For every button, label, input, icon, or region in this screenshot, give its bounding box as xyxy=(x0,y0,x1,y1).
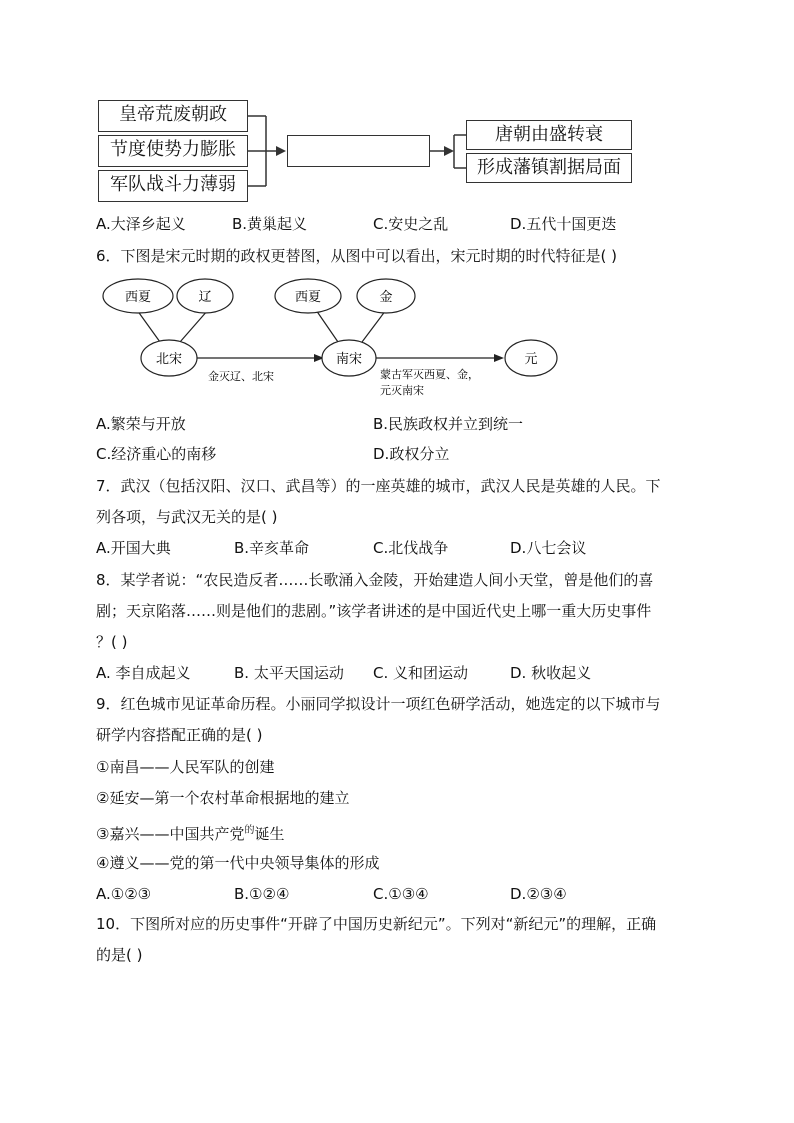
result-label-1: 唐朝由盛转衰 xyxy=(495,124,603,145)
label-beisong: 北宋 xyxy=(155,352,183,367)
q9-item-3-sup: 的 xyxy=(244,825,255,836)
q6-option-a: A.繁荣与开放 xyxy=(96,415,186,433)
q6-option-d: D.政权分立 xyxy=(373,445,450,463)
q9-item-3-before: ③嘉兴——中国共产党 xyxy=(96,825,245,843)
q9-item-1: ①南昌——人民军队的创建 xyxy=(96,758,275,776)
label-jin: 金 xyxy=(379,290,393,305)
q7-option-c: C.北伐战争 xyxy=(373,539,449,557)
q8-option-b: B. 太平天国运动 xyxy=(234,664,344,682)
q9-option-a: A.①②③ xyxy=(96,885,152,903)
q9-option-d: D.②③④ xyxy=(510,885,567,903)
arrow1-label: 金灭辽、北宋 xyxy=(208,370,274,383)
q8-stem-line2: 剧；天京陷落……则是他们的悲剧。”该学者讲述的是中国近代史上哪一重大历史事件 xyxy=(96,602,652,620)
q6-option-b: B.民族政权并立到统一 xyxy=(373,415,524,433)
q9-stem-line2: 研学内容搭配正确的是( ) xyxy=(96,726,263,744)
q7-stem-line2: 列各项，与武汉无关的是( ) xyxy=(96,508,278,526)
q9-item-3-after: 诞生 xyxy=(254,825,285,843)
song-yuan-diagram xyxy=(0,270,794,400)
q9-item-2: ②延安—第一个农村革命根据地的建立 xyxy=(96,789,350,807)
label-nansong: 南宋 xyxy=(335,352,363,367)
label-xixia-1: 西夏 xyxy=(124,290,152,305)
center-blank-box xyxy=(287,135,430,167)
cause-label-1: 皇帝荒废朝政 xyxy=(119,104,227,125)
result-label-2: 形成藩镇割据局面 xyxy=(477,157,621,178)
q6-option-c: C.经济重心的南移 xyxy=(96,445,217,463)
label-liao: 辽 xyxy=(198,290,212,305)
label-yuan: 元 xyxy=(524,352,538,367)
q9-stem-line1: 9．红色城市见证革命历程。小丽同学拟设计一项红色研学活动，她选定的以下城市与 xyxy=(96,695,661,713)
q9-option-c: C.①③④ xyxy=(373,885,429,903)
result-box-1 xyxy=(466,120,632,150)
q9-item-4: ④遵义——党的第一代中央领导集体的形成 xyxy=(96,854,380,872)
q7-option-a: A.开国大典 xyxy=(96,539,171,557)
q5-option-b: B.黄巢起义 xyxy=(232,215,308,233)
q5-option-a: A.大泽乡起义 xyxy=(96,215,186,233)
q8-stem-line3: ？( ) xyxy=(96,633,128,651)
arrow2-label-line1: 蒙古军灭西夏、金， xyxy=(380,368,479,381)
q5-option-d: D.五代十国更迭 xyxy=(510,215,617,233)
q8-option-d: D. 秋收起义 xyxy=(510,664,592,682)
q8-stem-line1: 8．某学者说：“农民造反者……长歌涌入金陵，开始建造人间小天堂，曾是他们的喜 xyxy=(96,571,654,589)
result-box-2 xyxy=(466,153,632,183)
q9-option-b: B.①②④ xyxy=(234,885,290,903)
q10-stem-line2: 的是( ) xyxy=(96,946,143,964)
cause-label-2: 节度使势力膨胀 xyxy=(110,139,236,160)
arrow2-label-line2: 元灭南宋 xyxy=(380,384,424,397)
q7-option-d: D.八七会议 xyxy=(510,539,587,557)
q8-option-a: A. 李自成起义 xyxy=(96,664,191,682)
q6-stem: 6．下图是宋元时期的政权更替图，从图中可以看出，宋元时期的时代特征是( ) xyxy=(96,247,618,265)
q7-stem-line1: 7．武汉（包括汉阳、汉口、武昌等）的一座英雄的城市，武汉人民是英雄的人民。下 xyxy=(96,477,661,495)
q5-option-c: C.安史之乱 xyxy=(373,215,449,233)
q9-item-3 xyxy=(96,821,284,844)
cause-label-3: 军队战斗力薄弱 xyxy=(110,174,236,195)
label-xixia-2: 西夏 xyxy=(294,290,322,305)
q5-connectors xyxy=(0,0,794,220)
q7-option-b: B.辛亥革命 xyxy=(234,539,310,557)
q10-stem-line1: 10．下图所对应的历史事件“开辟了中国历史新纪元”。下列对“新纪元”的理解，正确 xyxy=(96,915,657,933)
q8-option-c: C. 义和团运动 xyxy=(373,664,469,682)
